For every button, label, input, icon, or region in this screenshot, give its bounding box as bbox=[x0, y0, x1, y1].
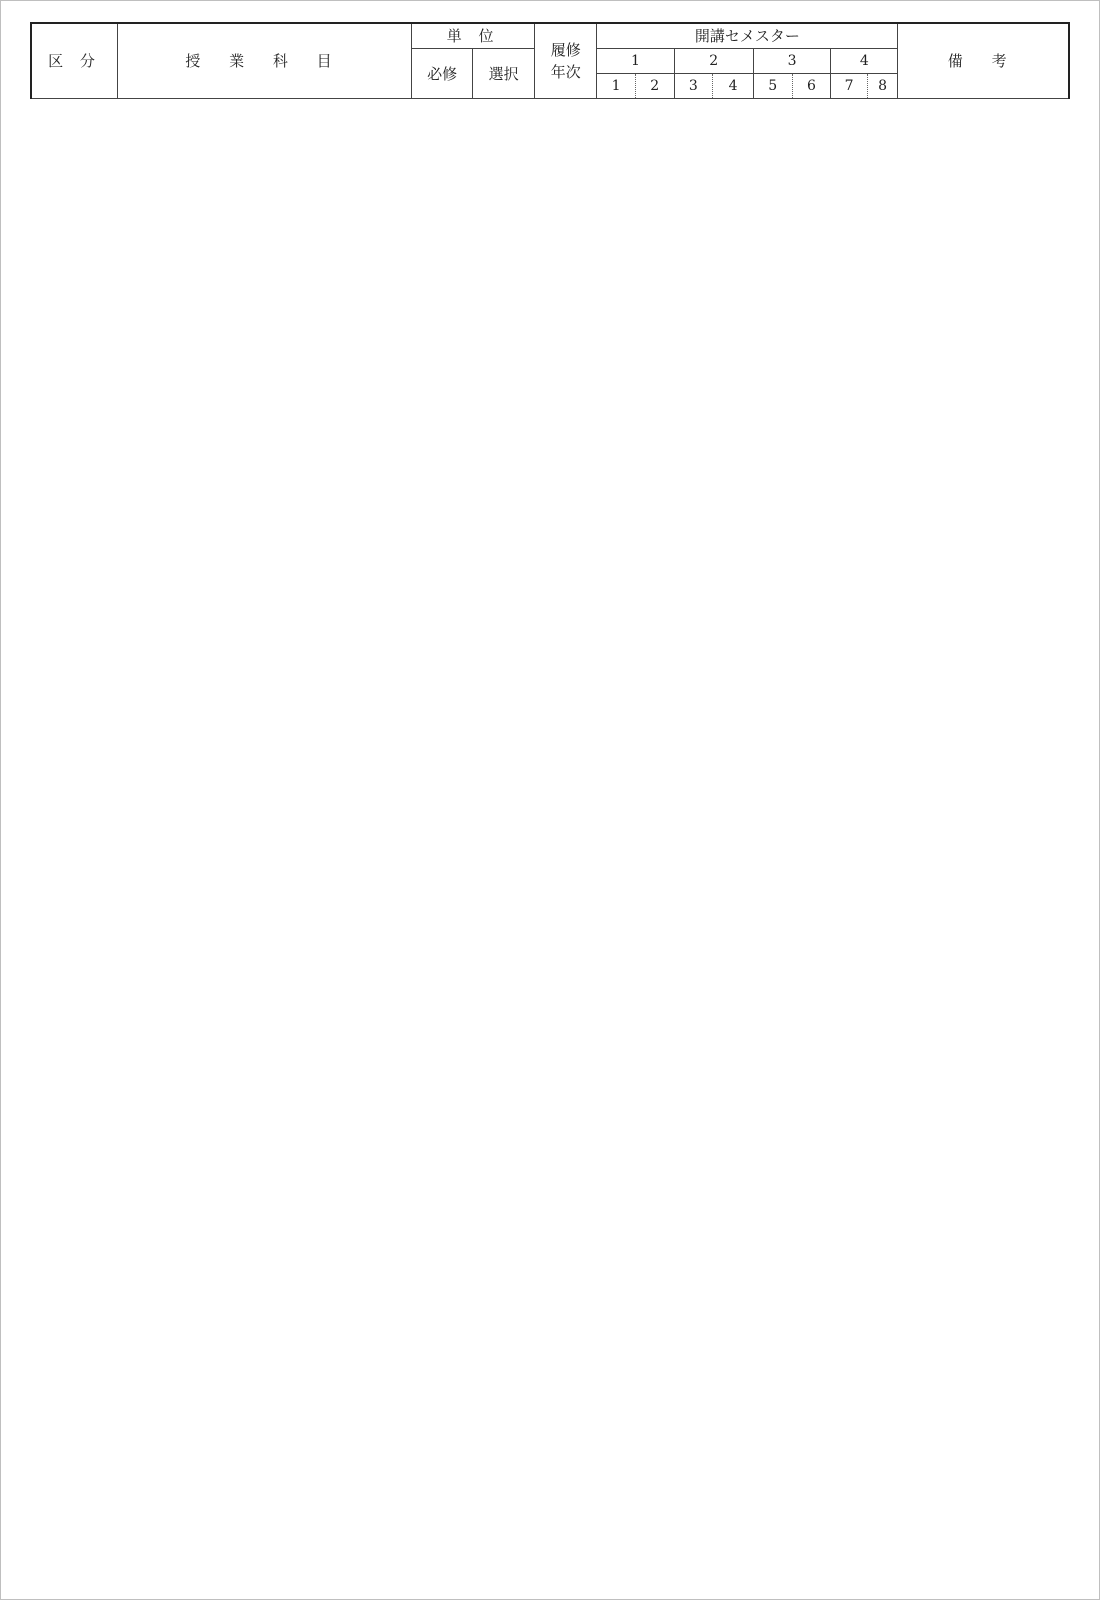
header-credits: 単 位 bbox=[412, 23, 535, 49]
header-year-4: 4 bbox=[831, 49, 898, 74]
header-year-line1: 履修 bbox=[550, 41, 581, 59]
header-year bbox=[535, 23, 597, 99]
header-year-line2: 年次 bbox=[550, 63, 581, 81]
header-sem-3: 3 bbox=[674, 74, 713, 99]
header-year-2: 2 bbox=[674, 49, 753, 74]
header-category: 区 分 bbox=[31, 23, 117, 99]
header-sem-8: 8 bbox=[867, 74, 898, 99]
header-sem-4: 4 bbox=[713, 74, 754, 99]
header-year-1: 1 bbox=[597, 49, 674, 74]
header-sem-7: 7 bbox=[831, 74, 868, 99]
header-sem-6: 6 bbox=[792, 74, 831, 99]
header-elective: 選択 bbox=[473, 49, 535, 99]
header-sem-1: 1 bbox=[597, 74, 636, 99]
curriculum-table bbox=[30, 22, 1070, 99]
header-subject: 授 業 科 目 bbox=[117, 23, 411, 99]
header-sem-2: 2 bbox=[635, 74, 674, 99]
header-semesters: 開講セメスター bbox=[597, 23, 898, 49]
header-remarks: 備 考 bbox=[898, 23, 1069, 99]
header-sem-5: 5 bbox=[753, 74, 792, 99]
header-year-3: 3 bbox=[753, 49, 830, 74]
header-required: 必修 bbox=[412, 49, 473, 99]
